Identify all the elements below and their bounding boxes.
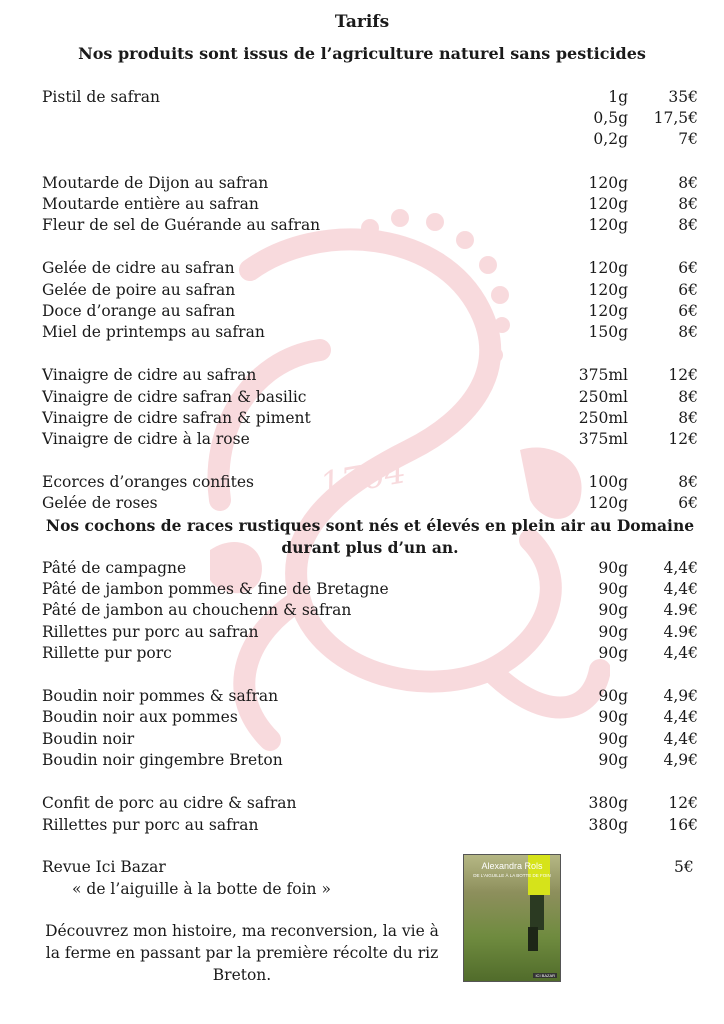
product-quantity: 375ml (578, 430, 628, 448)
product-name: Pâté de campagne (42, 559, 187, 577)
product-quantity: 90g (598, 623, 628, 641)
product-quantity: 90g (598, 580, 628, 598)
product-row (42, 86, 698, 108)
product-price: 4,4€ (663, 559, 698, 577)
product-quantity: 100g (588, 473, 628, 491)
product-name: Miel de printemps au safran (42, 323, 265, 341)
product-quantity: 375ml (578, 366, 628, 384)
product-quantity: 120g (588, 281, 628, 299)
product-name: Moutarde entière au safran (42, 195, 259, 213)
book-subtitle: DE L’AIGUILLE À LA BOTTE DE FOIN (473, 873, 551, 878)
product-row (42, 107, 698, 129)
product-name: Boudin noir aux pommes (42, 708, 238, 726)
pork-section-title: Nos cochons de races rustiques sont nés et élevés en plein air au Domaine durant plus d’un an. (45, 516, 695, 557)
product-price: 12€ (668, 366, 698, 384)
product-name: Pâté de jambon pommes & fine de Bretagne (42, 580, 389, 598)
product-price: 6€ (678, 494, 698, 512)
product-price: 8€ (678, 216, 698, 234)
product-quantity: 120g (588, 494, 628, 512)
product-quantity: 120g (588, 259, 628, 277)
bazar-description: Découvrez mon histoire, ma reconversion, la vie à la ferme en passant par la première récolte du riz Breton. (45, 922, 439, 984)
pork-row (42, 599, 698, 621)
pork-row (42, 557, 698, 579)
product-row (42, 300, 698, 322)
pork-row (42, 792, 698, 814)
product-row (42, 471, 698, 493)
product-quantity: 90g (598, 601, 628, 619)
product-name: Boudin noir (42, 730, 135, 748)
pork-row (42, 642, 698, 664)
product-price: 12€ (668, 430, 698, 448)
product-name: Doce d’orange au safran (42, 302, 236, 320)
pork-row (42, 578, 698, 600)
product-row (42, 279, 698, 301)
product-quantity: 120g (588, 216, 628, 234)
product-price: 6€ (678, 259, 698, 277)
book-publisher: ICI BAZAR (535, 973, 555, 978)
page-title: Tarifs (334, 12, 390, 32)
product-quantity: 120g (588, 195, 628, 213)
product-price: 8€ (678, 388, 698, 406)
product-name: Boudin noir pommes & safran (42, 687, 279, 705)
bazar-subtitle: « de l’aiguille à la botte de foin » (72, 880, 331, 898)
pork-row (42, 728, 698, 750)
product-name: Rillette pur porc (42, 644, 172, 662)
product-price: 16€ (668, 816, 698, 834)
product-name: Vinaigre de cidre au safran (42, 366, 257, 384)
watermark-year: 1764 (316, 451, 410, 506)
product-quantity: 90g (598, 730, 628, 748)
bazar-price: 5€ (674, 858, 694, 876)
product-quantity: 0,5g (593, 109, 628, 127)
product-price: 4,4€ (663, 708, 698, 726)
product-price: 8€ (678, 323, 698, 341)
pork-row (42, 706, 698, 728)
product-price: 8€ (678, 174, 698, 192)
product-name: Gelée de poire au safran (42, 281, 236, 299)
product-name: Vinaigre de cidre safran & basilic (42, 388, 307, 406)
product-price: 8€ (678, 409, 698, 427)
product-name: Pâté de jambon au chouchenn & safran (42, 601, 352, 619)
product-row (42, 321, 698, 343)
product-name: Ecorces d’oranges confites (42, 473, 254, 491)
product-name: Gelée de roses (42, 494, 158, 512)
product-quantity: 90g (598, 559, 628, 577)
product-price: 35€ (668, 88, 698, 106)
product-price: 6€ (678, 281, 698, 299)
product-name: Vinaigre de cidre à la rose (42, 430, 250, 448)
product-quantity: 380g (588, 816, 628, 834)
product-price: 4,4€ (663, 730, 698, 748)
product-name: Pistil de safran (42, 88, 160, 106)
pork-row (42, 814, 698, 836)
product-row (42, 492, 698, 514)
product-name: Fleur de sel de Guérande au safran (42, 216, 321, 234)
product-name: Gelée de cidre au safran (42, 259, 235, 277)
product-price: 4,9€ (663, 687, 698, 705)
bazar-title: Revue Ici Bazar (42, 858, 166, 876)
product-price: 4.9€ (663, 623, 698, 641)
product-name: Confit de porc au cidre & safran (42, 794, 297, 812)
product-quantity: 1g (608, 88, 628, 106)
product-quantity: 90g (598, 687, 628, 705)
product-name: Rillettes pur porc au safran (42, 816, 259, 834)
product-row (42, 172, 698, 194)
product-quantity: 380g (588, 794, 628, 812)
product-quantity: 90g (598, 708, 628, 726)
product-quantity: 150g (588, 323, 628, 341)
product-quantity: 250ml (578, 409, 628, 427)
product-name: Vinaigre de cidre safran & piment (42, 409, 311, 427)
product-price: 4.9€ (663, 601, 698, 619)
pork-row (42, 621, 698, 643)
book-author: Alexandra Rols (481, 861, 543, 871)
product-price: 4,9€ (663, 751, 698, 769)
product-price: 7€ (678, 130, 698, 148)
product-price: 4,4€ (663, 644, 698, 662)
product-row (42, 428, 698, 450)
product-price: 4,4€ (663, 580, 698, 598)
product-price: 6€ (678, 302, 698, 320)
product-row (42, 407, 698, 429)
pork-row (42, 685, 698, 707)
book-cover-image (463, 854, 561, 982)
page-subtitle: Nos produits sont issus de l’agriculture naturel sans pesticides (78, 44, 646, 63)
product-row (42, 386, 698, 408)
product-price: 8€ (678, 195, 698, 213)
product-quantity: 90g (598, 751, 628, 769)
product-price: 17,5€ (653, 109, 698, 127)
product-price: 8€ (678, 473, 698, 491)
product-name: Boudin noir gingembre Breton (42, 751, 283, 769)
product-quantity: 90g (598, 644, 628, 662)
product-row (42, 257, 698, 279)
pork-row (42, 749, 698, 771)
product-row (42, 364, 698, 386)
product-quantity: 120g (588, 174, 628, 192)
product-price: 12€ (668, 794, 698, 812)
product-name: Moutarde de Dijon au safran (42, 174, 269, 192)
product-quantity: 250ml (578, 388, 628, 406)
product-quantity: 120g (588, 302, 628, 320)
product-row (42, 128, 698, 150)
product-row (42, 214, 698, 236)
product-row (42, 193, 698, 215)
product-quantity: 0,2g (593, 130, 628, 148)
product-name: Rillettes pur porc au safran (42, 623, 259, 641)
